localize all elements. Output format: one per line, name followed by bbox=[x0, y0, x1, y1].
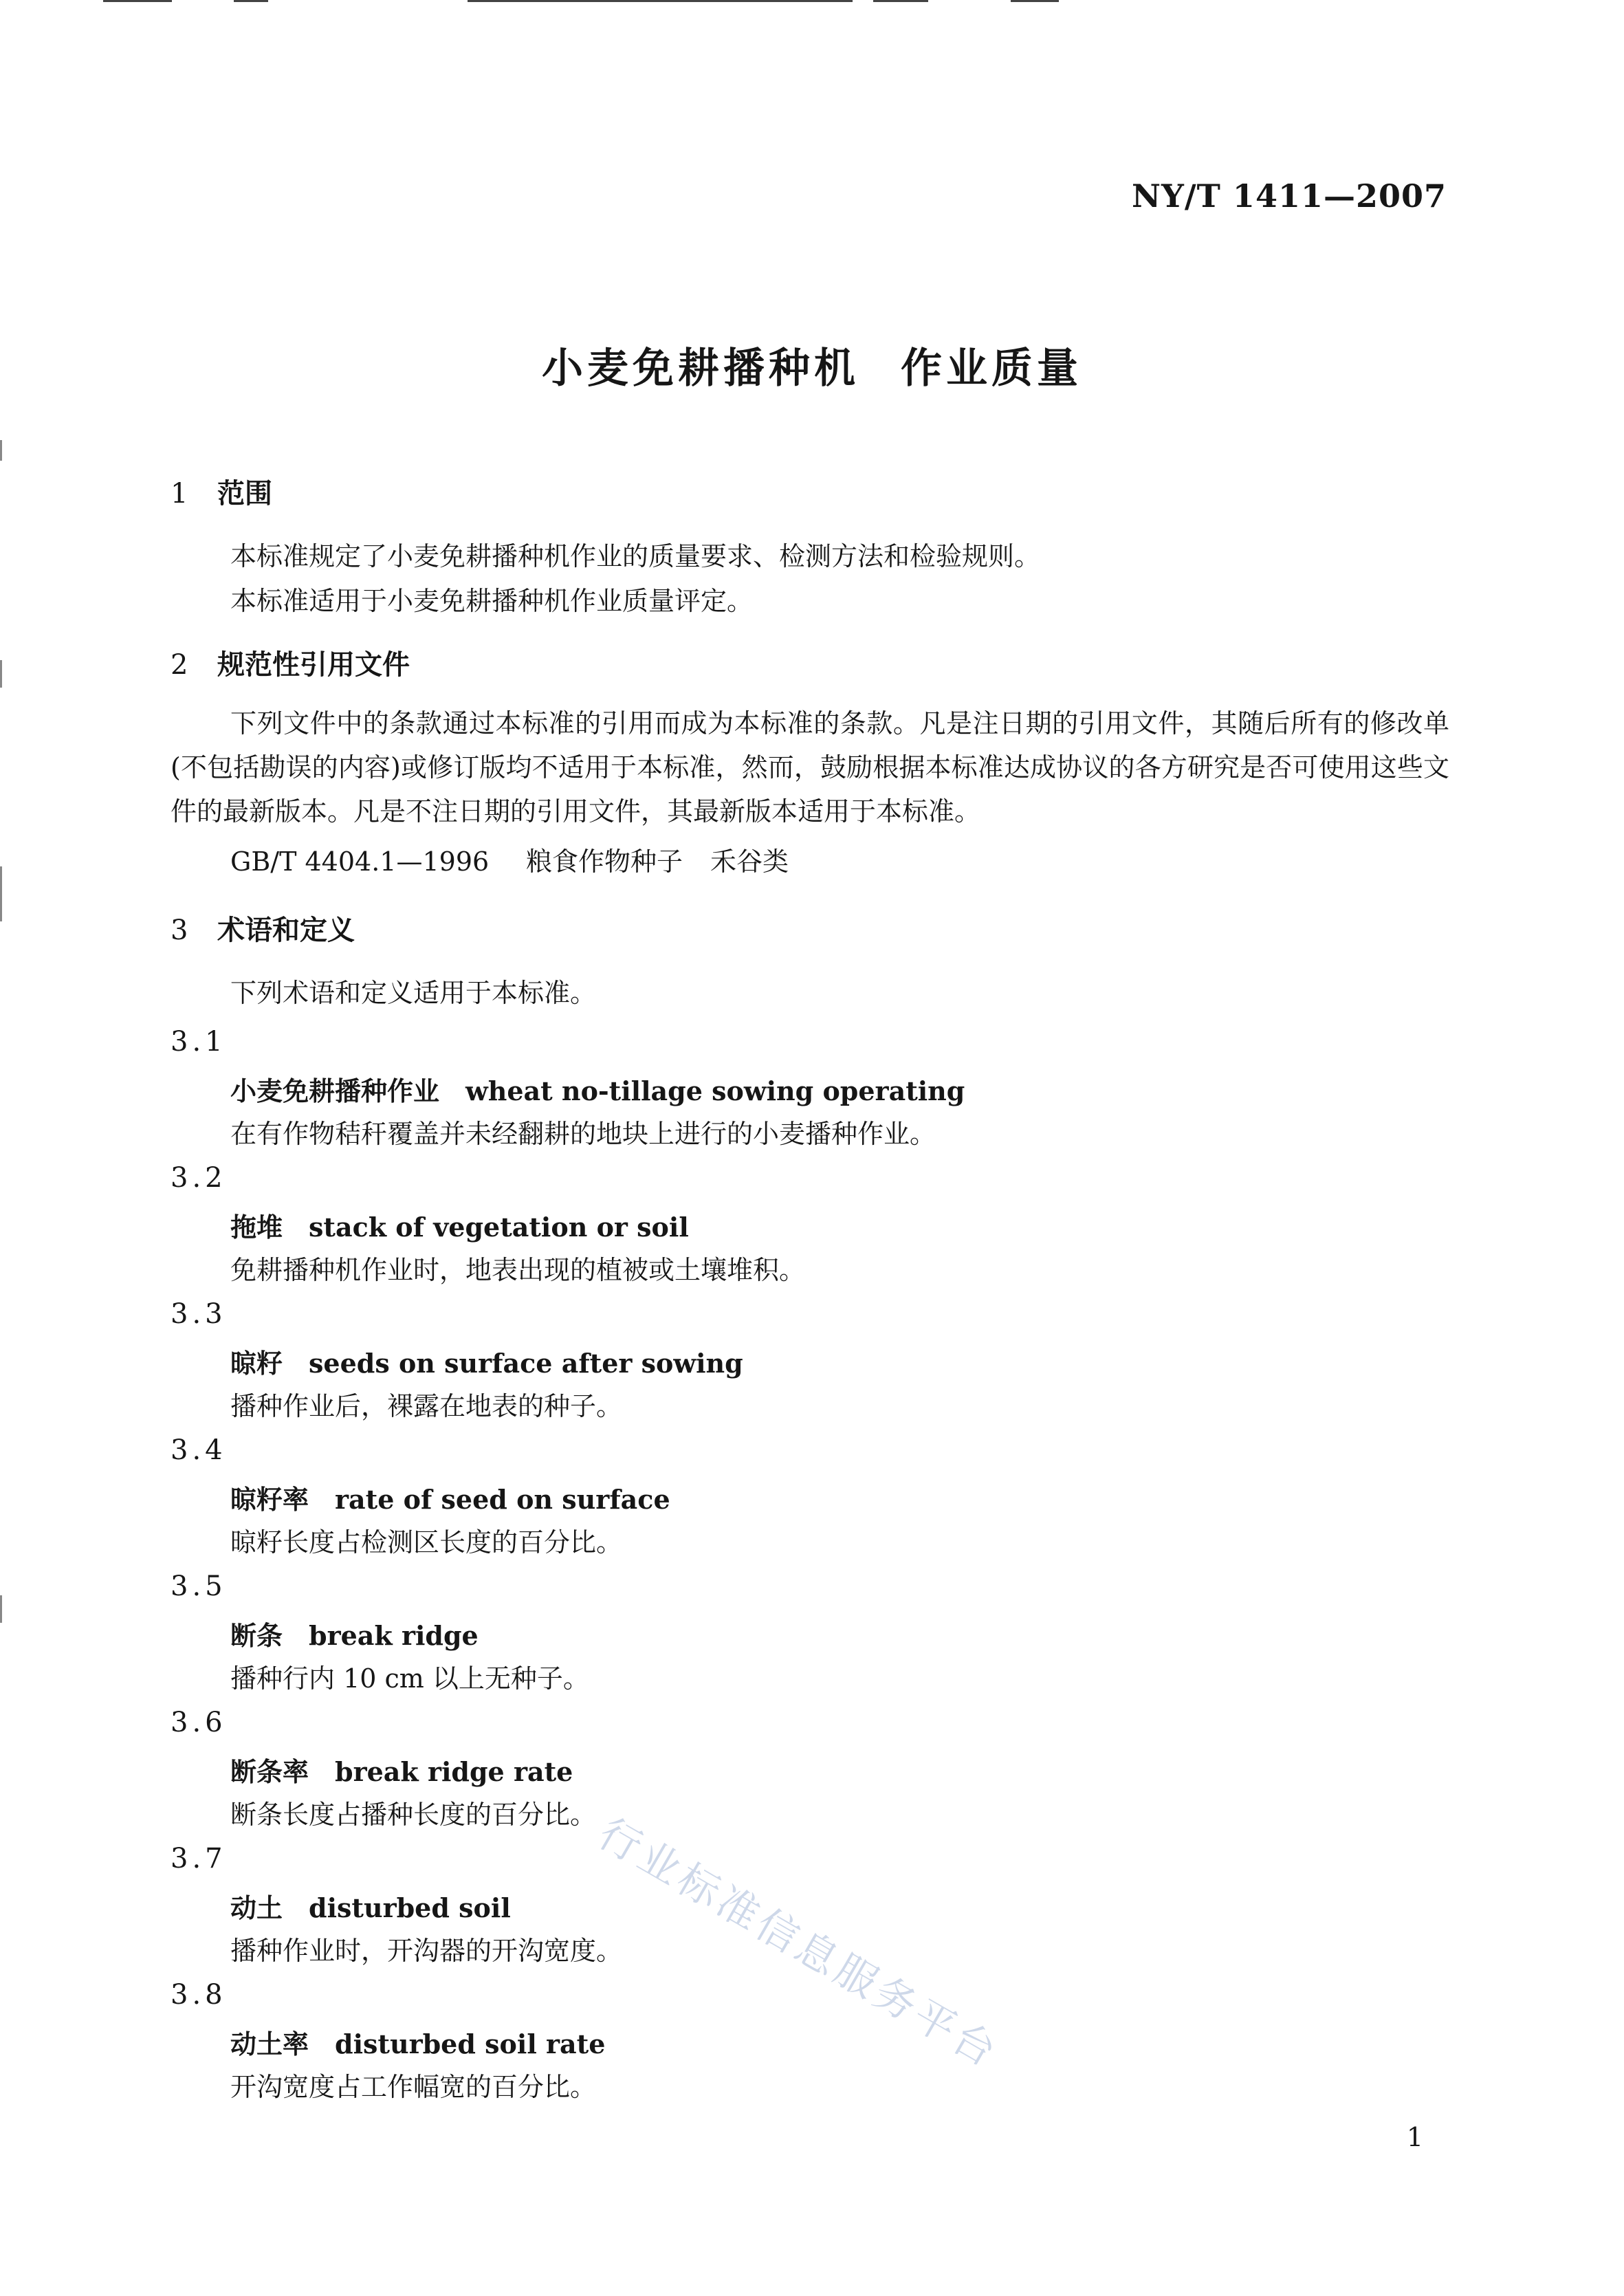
term-zh: 小麦免耕播种作业 bbox=[230, 1076, 440, 1106]
page-number: 1 bbox=[1406, 2122, 1423, 2152]
clause-number: 3.8 bbox=[171, 1979, 227, 2011]
term-definition: 断条长度占播种长度的百分比。 bbox=[230, 1800, 597, 1830]
scan-artifact bbox=[0, 866, 2, 921]
term-title bbox=[230, 1070, 965, 1108]
title-part-1: 小麦免耕播种机 bbox=[542, 345, 859, 393]
paragraph: 下列术语和定义适用于本标准。 bbox=[230, 978, 597, 1008]
clause-number: 3.5 bbox=[171, 1571, 227, 1602]
term-zh: 动土率 bbox=[230, 2029, 309, 2059]
term-definition: 播种作业时，开沟器的开沟宽度。 bbox=[230, 1936, 623, 1966]
term-definition: 免耕播种机作业时，地表出现的植被或土壤堆积。 bbox=[230, 1255, 806, 1285]
term-title bbox=[230, 1615, 479, 1652]
term-en: break ridge bbox=[309, 1620, 479, 1651]
scan-artifact bbox=[468, 0, 853, 2]
paragraph: 下列文件中的条款通过本标准的引用而成为本标准的条款。凡是注日期的引用文件，其随后所有的修改单(不包括勘误的内容)或修订版均不适用于本标准，然而，鼓励根据本标准达成协议的各方研究是否可使用这些文件的最新版本。凡是不注日期的引用文件，其最新版本适用于本标准。 bbox=[171, 708, 1449, 827]
page-title bbox=[0, 336, 1624, 395]
term-zh: 断条 bbox=[230, 1621, 283, 1651]
term-definition: 晾籽长度占检测区长度的百分比。 bbox=[230, 1527, 623, 1557]
document-code: NY/T 1411—2007 bbox=[1132, 177, 1447, 215]
term-title bbox=[230, 1478, 670, 1516]
title-part-2: 作业质量 bbox=[901, 345, 1082, 393]
reference-name: 粮食作物种子 bbox=[526, 846, 683, 877]
paragraph: 本标准适用于小麦免耕播种机作业质量评定。 bbox=[230, 586, 754, 616]
section-number: 1 bbox=[171, 478, 188, 510]
term-zh: 断条率 bbox=[230, 1757, 309, 1787]
term-zh: 晾籽 bbox=[230, 1348, 283, 1379]
clause-number: 3.2 bbox=[171, 1162, 227, 1194]
paragraph: 本标准规定了小麦免耕播种机作业的质量要求、检测方法和检验规则。 bbox=[230, 541, 1041, 571]
term-en: break ridge rate bbox=[335, 1756, 573, 1787]
term-en: disturbed soil bbox=[309, 1892, 511, 1923]
section-number: 2 bbox=[171, 649, 188, 681]
term-title bbox=[230, 1342, 743, 1380]
scan-artifact bbox=[0, 1595, 2, 1623]
scan-artifact bbox=[0, 660, 2, 688]
term-definition: 播种作业后，裸露在地表的种子。 bbox=[230, 1391, 623, 1421]
section-title: 规范性引用文件 bbox=[217, 649, 410, 681]
term-en: disturbed soil rate bbox=[335, 2029, 606, 2059]
clause-number: 3.3 bbox=[171, 1298, 227, 1330]
section-heading-normative-references bbox=[171, 643, 410, 682]
term-title bbox=[230, 1206, 689, 1244]
term-en: seeds on surface after sowing bbox=[309, 1348, 743, 1379]
section-title: 范围 bbox=[217, 478, 272, 510]
term-definition: 在有作物秸秆覆盖并未经翻耕的地块上进行的小麦播种作业。 bbox=[230, 1119, 936, 1149]
scan-artifact bbox=[1011, 0, 1059, 2]
term-title bbox=[230, 2023, 605, 2061]
scan-artifact bbox=[103, 0, 172, 2]
term-title bbox=[230, 1887, 511, 1925]
term-zh: 动土 bbox=[230, 1893, 283, 1923]
scan-artifact bbox=[873, 0, 928, 2]
clause-number: 3.6 bbox=[171, 1707, 227, 1738]
section-number: 3 bbox=[171, 915, 188, 946]
term-en: stack of vegetation or soil bbox=[309, 1212, 689, 1243]
section-heading-scope bbox=[171, 472, 272, 511]
term-title bbox=[230, 1751, 573, 1789]
term-definition: 开沟宽度占工作幅宽的百分比。 bbox=[230, 2072, 597, 2102]
reference-code: GB/T 4404.1—1996 bbox=[230, 846, 490, 877]
section-heading-terms bbox=[171, 908, 355, 948]
clause-number: 3.1 bbox=[171, 1026, 227, 1058]
watermark: 行业标准信息服务平台 bbox=[590, 1809, 1008, 2078]
reference-entry bbox=[230, 840, 789, 878]
scan-artifact bbox=[0, 440, 2, 461]
clause-number: 3.4 bbox=[171, 1434, 227, 1466]
section-title: 术语和定义 bbox=[217, 915, 355, 946]
clause-number: 3.7 bbox=[171, 1843, 227, 1874]
term-en: rate of seed on surface bbox=[335, 1484, 670, 1515]
term-zh: 拖堆 bbox=[230, 1212, 283, 1243]
term-en: wheat no-tillage sowing operating bbox=[465, 1075, 965, 1106]
scan-artifact bbox=[234, 0, 268, 2]
reference-name: 禾谷类 bbox=[710, 846, 789, 877]
term-definition: 播种行内 10 cm 以上无种子。 bbox=[230, 1663, 589, 1694]
term-zh: 晾籽率 bbox=[230, 1485, 309, 1515]
